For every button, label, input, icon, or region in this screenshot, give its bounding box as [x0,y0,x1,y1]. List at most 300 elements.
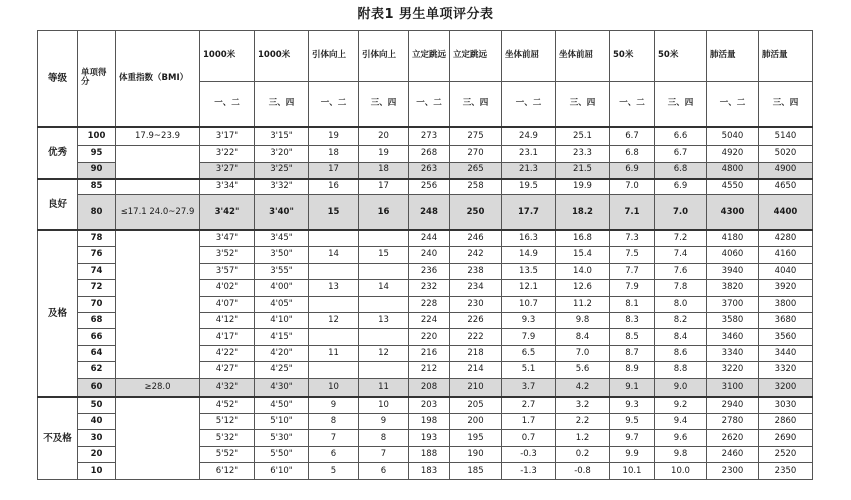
header-score: 单项得分 [78,31,116,127]
header-grade12: 一、二 [309,81,359,127]
cell-50m-b: 6.6 [655,127,707,146]
cell-1000m-b: 4'25" [255,362,309,378]
cell-lung-b: 3320 [759,362,813,378]
header-jump-a: 立定跳远 [409,31,450,82]
cell-pullup-a: 19 [309,127,359,146]
cell-jump-a: 263 [409,162,450,178]
cell-lung-a: 4800 [707,162,759,178]
score-cell: 40 [78,414,116,430]
cell-jump-a: 228 [409,296,450,312]
header-50m-a: 50米 [610,31,655,82]
cell-50m-a: 8.1 [610,296,655,312]
header-grade12: 一、二 [610,81,655,127]
score-cell: 85 [78,179,116,195]
cell-jump-b: 222 [450,329,502,345]
score-cell: 90 [78,162,116,178]
header-bmi: 体重指数（BMI） [116,31,200,127]
cell-reach-a: 23.1 [502,146,556,162]
cell-lung-b: 4160 [759,247,813,263]
table-row [38,179,813,195]
grade-pass: 及格 [38,230,78,397]
cell-50m-a: 10.1 [610,463,655,480]
cell-reach-a: 0.7 [502,430,556,446]
cell-reach-a: 19.5 [502,179,556,195]
cell-pullup-a [309,296,359,312]
cell-50m-a: 8.7 [610,345,655,361]
header-1000m-b: 1000米 [255,31,309,82]
cell-lung-b: 4650 [759,179,813,195]
cell-pullup-a: 12 [309,313,359,329]
cell-1000m-a: 4'12" [200,313,255,329]
cell-pullup-a: 13 [309,280,359,296]
cell-1000m-a: 3'52" [200,247,255,263]
score-cell: 100 [78,127,116,146]
cell-lung-a: 3820 [707,280,759,296]
cell-pullup-a [309,230,359,246]
cell-lung-a: 4300 [707,195,759,230]
grade-good: 良好 [38,179,78,231]
cell-50m-a: 9.9 [610,446,655,462]
header-grade34: 三、四 [759,81,813,127]
cell-reach-b: 9.8 [556,313,610,329]
cell-lung-a: 2300 [707,463,759,480]
cell-jump-b: 205 [450,397,502,413]
table-row [38,397,813,413]
cell-50m-a: 7.7 [610,263,655,279]
cell-50m-b: 6.7 [655,146,707,162]
cell-reach-b: 15.4 [556,247,610,263]
score-cell: 72 [78,280,116,296]
cell-1000m-b: 3'55" [255,263,309,279]
cell-1000m-b: 4'15" [255,329,309,345]
cell-jump-b: 226 [450,313,502,329]
cell-lung-b: 3200 [759,378,813,397]
cell-jump-a: 212 [409,362,450,378]
cell-pullup-b: 7 [359,446,409,462]
cell-pullup-a: 5 [309,463,359,480]
cell-reach-a: 12.1 [502,280,556,296]
cell-reach-a: 7.9 [502,329,556,345]
cell-50m-a: 9.1 [610,378,655,397]
cell-lung-a: 2780 [707,414,759,430]
cell-50m-b: 7.0 [655,195,707,230]
score-cell: 10 [78,463,116,480]
cell-50m-b: 9.6 [655,430,707,446]
header-lung-a: 肺活量 [707,31,759,82]
cell-reach-b: 23.3 [556,146,610,162]
cell-1000m-b: 3'20" [255,146,309,162]
cell-lung-b: 2690 [759,430,813,446]
cell-jump-b: 230 [450,296,502,312]
cell-pullup-b: 17 [359,179,409,195]
cell-reach-b: 2.2 [556,414,610,430]
cell-1000m-a: 3'57" [200,263,255,279]
cell-pullup-a: 11 [309,345,359,361]
header-row [38,31,813,82]
bmi-empty [116,146,200,179]
cell-1000m-a: 4'32" [200,378,255,397]
cell-pullup-b: 20 [359,127,409,146]
cell-jump-a: 236 [409,263,450,279]
cell-lung-b: 3030 [759,397,813,413]
cell-jump-a: 198 [409,414,450,430]
cell-lung-b: 2350 [759,463,813,480]
cell-1000m-a: 5'32" [200,430,255,446]
cell-50m-a: 7.1 [610,195,655,230]
cell-reach-a: 2.7 [502,397,556,413]
cell-pullup-a: 10 [309,378,359,397]
cell-50m-b: 8.4 [655,329,707,345]
cell-1000m-a: 4'17" [200,329,255,345]
cell-jump-a: 193 [409,430,450,446]
score-cell: 30 [78,430,116,446]
cell-50m-b: 8.2 [655,313,707,329]
cell-50m-b: 9.0 [655,378,707,397]
cell-jump-a: 244 [409,230,450,246]
cell-jump-a: 203 [409,397,450,413]
cell-50m-a: 7.5 [610,247,655,263]
cell-50m-b: 7.4 [655,247,707,263]
cell-1000m-a: 6'12" [200,463,255,480]
cell-reach-a: 13.5 [502,263,556,279]
cell-pullup-a: 16 [309,179,359,195]
cell-50m-a: 6.9 [610,162,655,178]
score-table [37,30,813,480]
cell-1000m-b: 4'20" [255,345,309,361]
cell-lung-a: 3220 [707,362,759,378]
cell-jump-b: 238 [450,263,502,279]
cell-1000m-a: 4'22" [200,345,255,361]
cell-1000m-b: 4'50" [255,397,309,413]
cell-1000m-b: 3'50" [255,247,309,263]
cell-lung-b: 5140 [759,127,813,146]
grade-excellent: 优秀 [38,127,78,179]
cell-1000m-b: 3'32" [255,179,309,195]
cell-reach-b: 14.0 [556,263,610,279]
cell-pullup-a: 7 [309,430,359,446]
cell-50m-a: 7.0 [610,179,655,195]
cell-lung-b: 4280 [759,230,813,246]
cell-jump-a: 208 [409,378,450,397]
bmi-pass: ≥28.0 [116,378,200,397]
score-cell: 70 [78,296,116,312]
cell-50m-b: 8.8 [655,362,707,378]
cell-1000m-a: 4'02" [200,280,255,296]
cell-50m-a: 9.7 [610,430,655,446]
cell-1000m-b: 4'30" [255,378,309,397]
cell-jump-b: 200 [450,414,502,430]
cell-pullup-a: 18 [309,146,359,162]
cell-50m-b: 8.0 [655,296,707,312]
cell-pullup-b [359,329,409,345]
cell-lung-b: 3560 [759,329,813,345]
cell-lung-b: 3800 [759,296,813,312]
cell-jump-a: 232 [409,280,450,296]
header-grade12: 一、二 [409,81,450,127]
cell-lung-a: 3340 [707,345,759,361]
cell-lung-a: 4550 [707,179,759,195]
cell-reach-a: -0.3 [502,446,556,462]
cell-pullup-b: 19 [359,146,409,162]
cell-reach-b: 25.1 [556,127,610,146]
cell-lung-b: 4900 [759,162,813,178]
cell-1000m-a: 4'27" [200,362,255,378]
score-cell: 20 [78,446,116,462]
header-grade: 等级 [38,31,78,127]
cell-1000m-a: 4'07" [200,296,255,312]
cell-pullup-b [359,230,409,246]
cell-pullup-a: 17 [309,162,359,178]
cell-reach-a: 24.9 [502,127,556,146]
cell-reach-a: 16.3 [502,230,556,246]
cell-lung-a: 5040 [707,127,759,146]
cell-jump-a: 248 [409,195,450,230]
cell-lung-a: 3940 [707,263,759,279]
table-row [38,195,813,230]
header-reach-b: 坐体前屈 [556,31,610,82]
header-grade12: 一、二 [502,81,556,127]
cell-reach-b: -0.8 [556,463,610,480]
cell-1000m-b: 3'25" [255,162,309,178]
cell-jump-a: 188 [409,446,450,462]
cell-50m-b: 9.8 [655,446,707,462]
cell-1000m-b: 5'50" [255,446,309,462]
score-cell: 80 [78,195,116,230]
score-cell: 64 [78,345,116,361]
cell-1000m-b: 3'15" [255,127,309,146]
cell-1000m-a: 3'34" [200,179,255,195]
cell-pullup-b: 6 [359,463,409,480]
cell-reach-a: 3.7 [502,378,556,397]
cell-1000m-b: 4'10" [255,313,309,329]
cell-jump-a: 240 [409,247,450,263]
cell-reach-b: 19.9 [556,179,610,195]
cell-50m-b: 7.8 [655,280,707,296]
cell-pullup-b: 11 [359,378,409,397]
cell-pullup-b: 8 [359,430,409,446]
cell-reach-b: 5.6 [556,362,610,378]
cell-pullup-a: 9 [309,397,359,413]
cell-pullup-b: 9 [359,414,409,430]
header-lung-b: 肺活量 [759,31,813,82]
cell-pullup-b: 14 [359,280,409,296]
score-cell: 68 [78,313,116,329]
cell-lung-b: 2860 [759,414,813,430]
bmi-excellent: 17.9~23.9 [116,127,200,146]
cell-lung-b: 4400 [759,195,813,230]
header-pullup-a: 引体向上 [309,31,359,82]
cell-lung-a: 2460 [707,446,759,462]
cell-1000m-b: 5'10" [255,414,309,430]
cell-50m-b: 10.0 [655,463,707,480]
cell-reach-b: 1.2 [556,430,610,446]
cell-reach-a: -1.3 [502,463,556,480]
cell-reach-b: 8.4 [556,329,610,345]
cell-jump-a: 273 [409,127,450,146]
cell-pullup-b: 16 [359,195,409,230]
cell-1000m-b: 4'00" [255,280,309,296]
cell-reach-a: 21.3 [502,162,556,178]
cell-lung-a: 3460 [707,329,759,345]
score-cell: 78 [78,230,116,246]
cell-pullup-a: 14 [309,247,359,263]
header-reach-a: 坐体前屈 [502,31,556,82]
cell-reach-b: 12.6 [556,280,610,296]
cell-lung-a: 3700 [707,296,759,312]
cell-jump-b: 218 [450,345,502,361]
cell-reach-a: 9.3 [502,313,556,329]
cell-lung-b: 3680 [759,313,813,329]
cell-jump-b: 190 [450,446,502,462]
cell-50m-b: 8.6 [655,345,707,361]
cell-jump-b: 210 [450,378,502,397]
bmi-empty [116,179,200,195]
cell-lung-b: 5020 [759,146,813,162]
header-1000m-a: 1000米 [200,31,255,82]
cell-reach-b: 16.8 [556,230,610,246]
cell-reach-a: 17.7 [502,195,556,230]
cell-reach-b: 18.2 [556,195,610,230]
cell-jump-b: 234 [450,280,502,296]
cell-lung-a: 2620 [707,430,759,446]
cell-50m-a: 9.3 [610,397,655,413]
cell-jump-a: 268 [409,146,450,162]
cell-50m-b: 6.9 [655,179,707,195]
header-50m-b: 50米 [655,31,707,82]
bmi-good: ≤17.1 24.0~27.9 [116,195,200,230]
table-row [38,127,813,146]
cell-jump-b: 242 [450,247,502,263]
cell-50m-a: 6.7 [610,127,655,146]
cell-50m-a: 9.5 [610,414,655,430]
header-grade34: 三、四 [255,81,309,127]
cell-reach-a: 5.1 [502,362,556,378]
cell-1000m-b: 5'30" [255,430,309,446]
cell-jump-b: 195 [450,430,502,446]
cell-jump-b: 258 [450,179,502,195]
cell-jump-b: 185 [450,463,502,480]
score-cell: 74 [78,263,116,279]
cell-lung-a: 4060 [707,247,759,263]
cell-50m-a: 6.8 [610,146,655,162]
table-row [38,146,813,162]
cell-pullup-b [359,362,409,378]
cell-1000m-a: 3'27" [200,162,255,178]
cell-pullup-a: 6 [309,446,359,462]
cell-50m-b: 7.6 [655,263,707,279]
cell-50m-a: 8.9 [610,362,655,378]
score-cell: 76 [78,247,116,263]
cell-reach-a: 14.9 [502,247,556,263]
cell-1000m-b: 3'40" [255,195,309,230]
table-row [38,230,813,246]
cell-lung-a: 3100 [707,378,759,397]
cell-jump-b: 265 [450,162,502,178]
cell-reach-a: 10.7 [502,296,556,312]
score-cell: 50 [78,397,116,413]
cell-1000m-a: 3'17" [200,127,255,146]
cell-1000m-b: 3'45" [255,230,309,246]
cell-reach-a: 6.5 [502,345,556,361]
cell-50m-a: 8.5 [610,329,655,345]
cell-50m-a: 7.3 [610,230,655,246]
cell-1000m-a: 3'47" [200,230,255,246]
cell-reach-b: 7.0 [556,345,610,361]
score-cell: 62 [78,362,116,378]
cell-pullup-a: 8 [309,414,359,430]
cell-jump-a: 256 [409,179,450,195]
cell-1000m-a: 5'52" [200,446,255,462]
cell-lung-b: 4040 [759,263,813,279]
cell-pullup-a [309,329,359,345]
header-grade34: 三、四 [450,81,502,127]
cell-1000m-a: 3'42" [200,195,255,230]
cell-1000m-a: 4'52" [200,397,255,413]
cell-pullup-a: 15 [309,195,359,230]
header-grade12: 一、二 [707,81,759,127]
grade-fail: 不及格 [38,397,78,479]
cell-jump-b: 250 [450,195,502,230]
score-cell: 66 [78,329,116,345]
cell-lung-b: 2520 [759,446,813,462]
cell-reach-b: 3.2 [556,397,610,413]
cell-lung-a: 4180 [707,230,759,246]
cell-jump-a: 183 [409,463,450,480]
cell-lung-a: 4920 [707,146,759,162]
score-cell: 95 [78,146,116,162]
cell-jump-a: 220 [409,329,450,345]
cell-50m-b: 9.2 [655,397,707,413]
header-grade34: 三、四 [655,81,707,127]
cell-lung-b: 3440 [759,345,813,361]
cell-50m-b: 9.4 [655,414,707,430]
cell-pullup-b: 10 [359,397,409,413]
cell-pullup-b [359,263,409,279]
cell-jump-a: 216 [409,345,450,361]
score-cell: 60 [78,378,116,397]
cell-50m-b: 7.2 [655,230,707,246]
cell-1000m-b: 6'10" [255,463,309,480]
cell-1000m-a: 3'22" [200,146,255,162]
cell-pullup-b: 13 [359,313,409,329]
cell-lung-b: 3920 [759,280,813,296]
header-pullup-b: 引体向上 [359,31,409,82]
cell-pullup-a [309,362,359,378]
header-grade12: 一、二 [200,81,255,127]
cell-jump-b: 275 [450,127,502,146]
cell-50m-a: 7.9 [610,280,655,296]
bmi-empty [116,230,200,378]
cell-reach-b: 21.5 [556,162,610,178]
header-grade34: 三、四 [359,81,409,127]
cell-reach-b: 4.2 [556,378,610,397]
cell-1000m-b: 4'05" [255,296,309,312]
cell-1000m-a: 5'12" [200,414,255,430]
cell-50m-a: 8.3 [610,313,655,329]
cell-pullup-b: 15 [359,247,409,263]
cell-lung-a: 2940 [707,397,759,413]
cell-reach-b: 0.2 [556,446,610,462]
header-jump-b: 立定跳远 [450,31,502,82]
cell-pullup-b: 18 [359,162,409,178]
cell-pullup-a [309,263,359,279]
cell-reach-a: 1.7 [502,414,556,430]
cell-pullup-b [359,296,409,312]
bmi-empty [116,397,200,479]
cell-50m-b: 6.8 [655,162,707,178]
table-row [38,378,813,397]
cell-jump-b: 270 [450,146,502,162]
